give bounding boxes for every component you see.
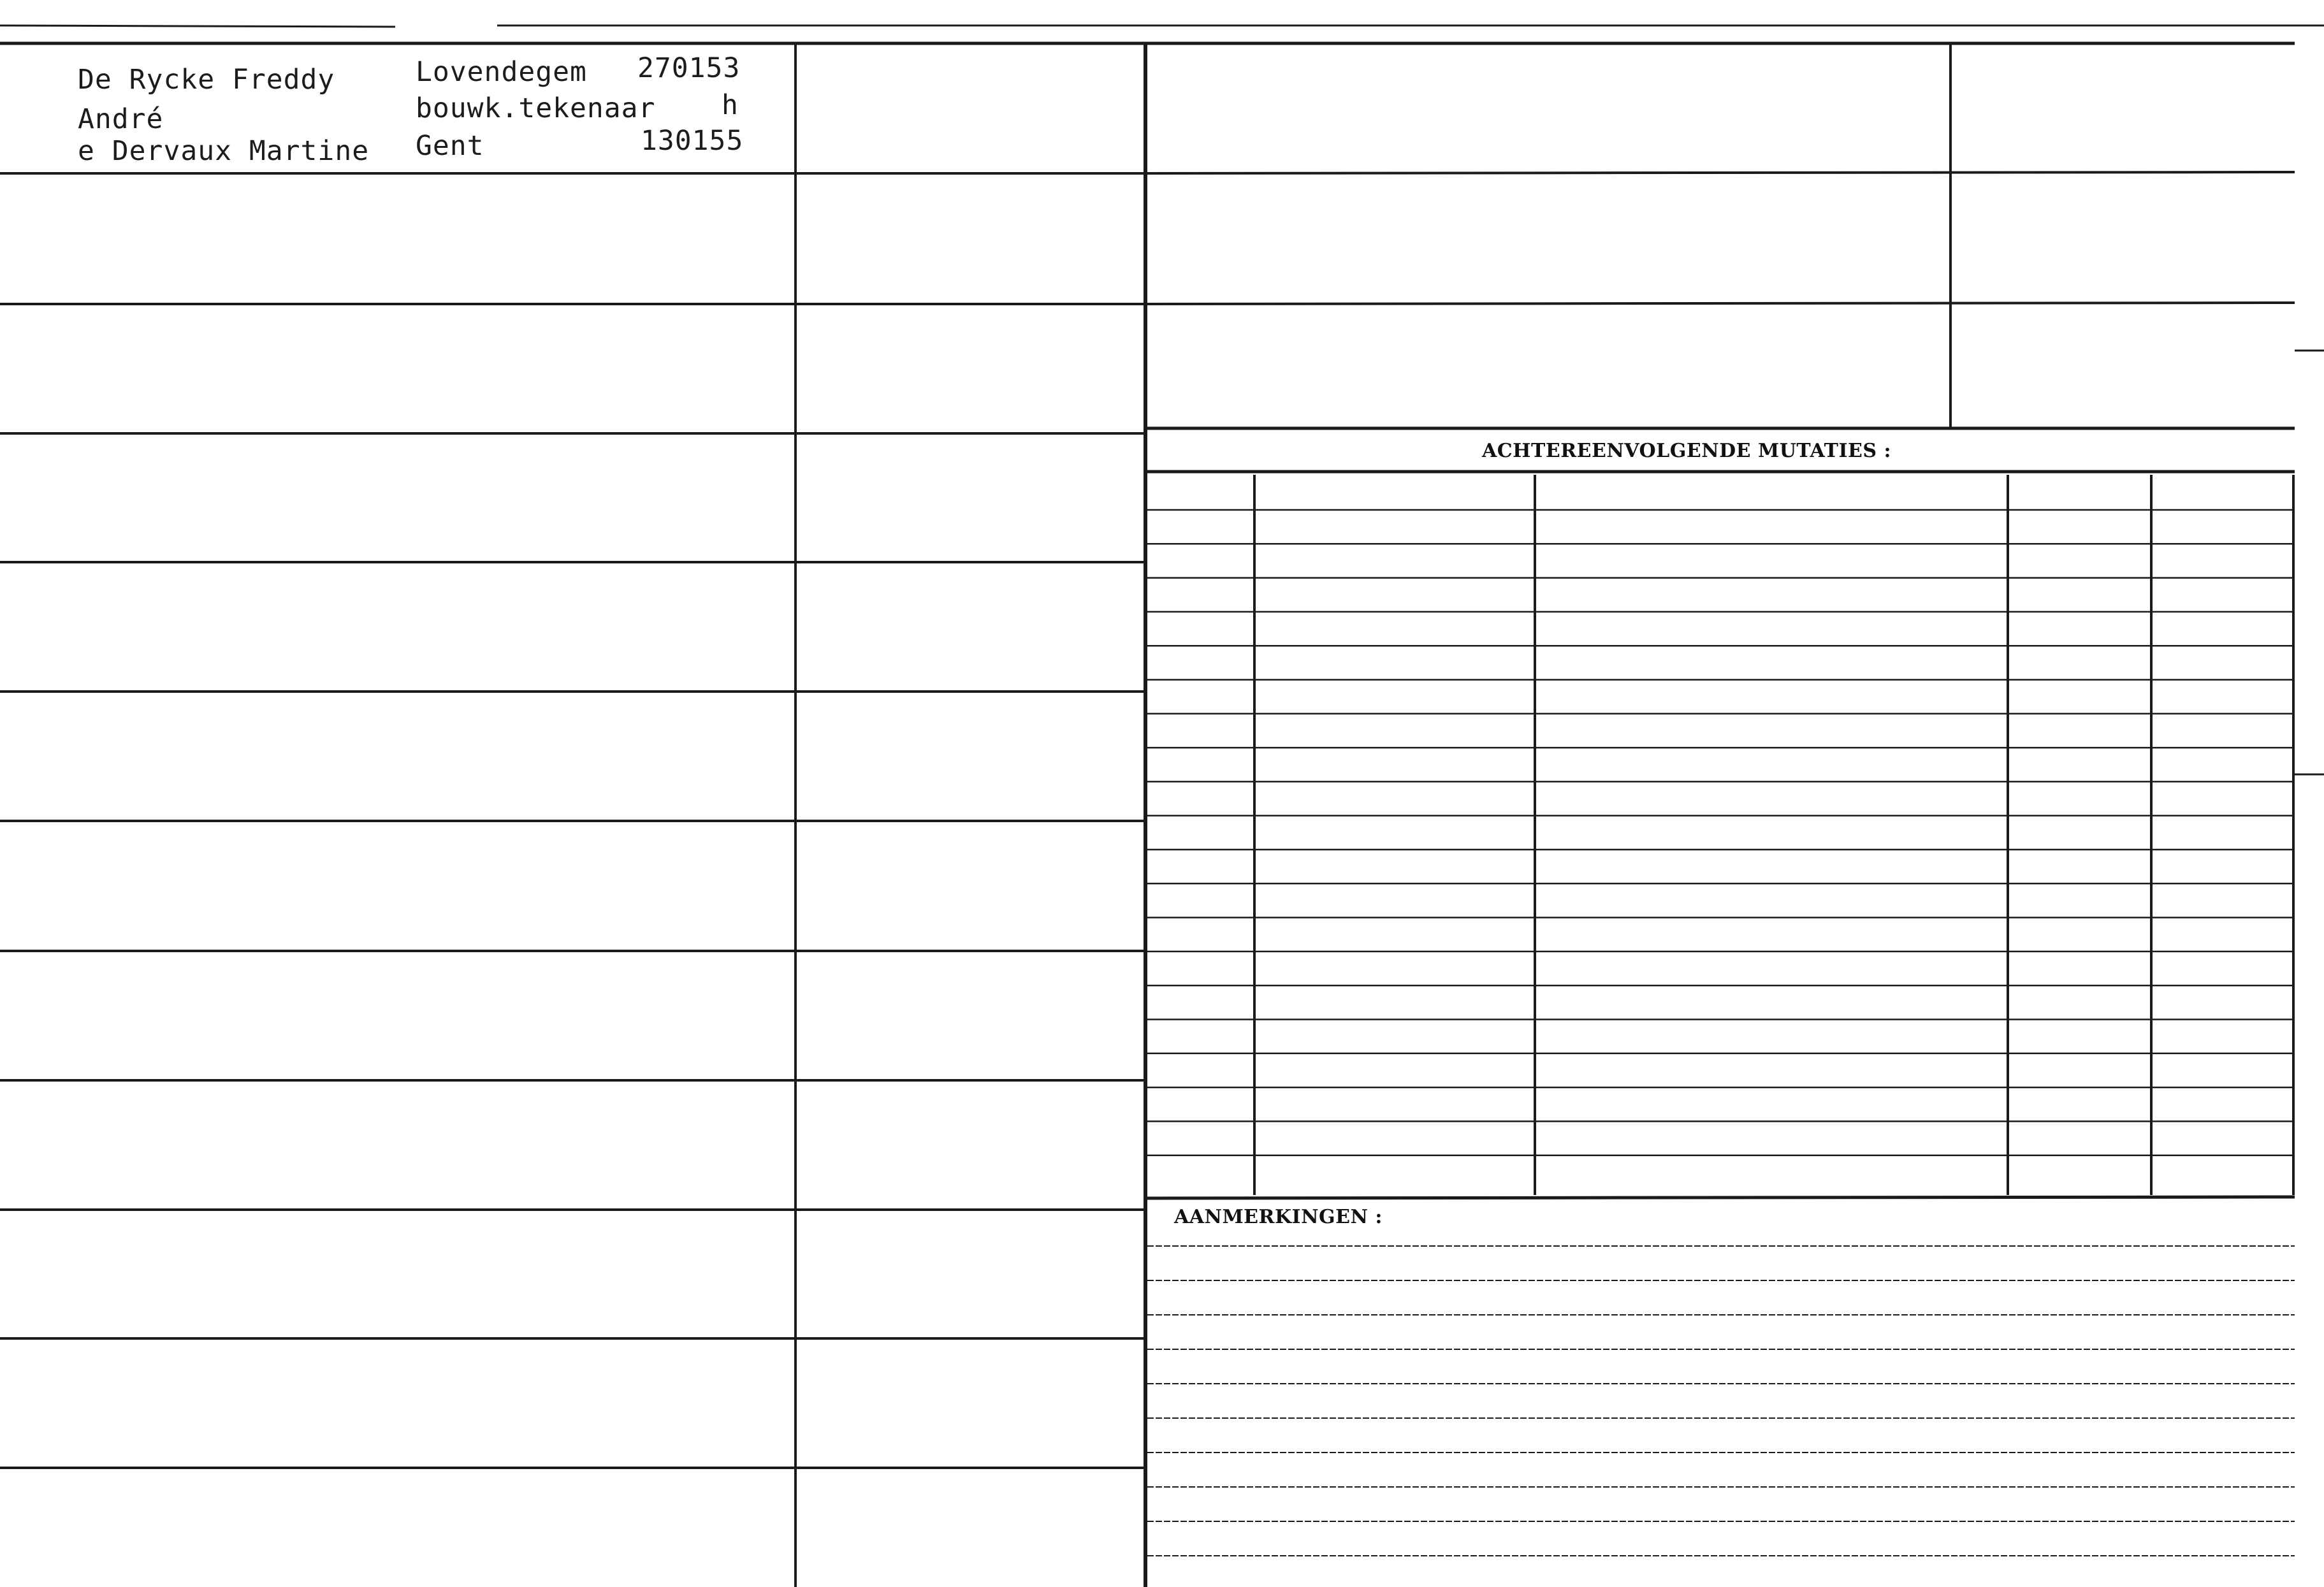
birth-place: Lovendegem [416, 56, 587, 88]
name-line-1: De Rycke Freddy [78, 64, 335, 96]
marriage-place: Gent [416, 130, 484, 162]
remarks-heading: AANMERKINGEN : [1174, 1206, 1383, 1228]
name-line-3: e Dervaux Martine [78, 135, 370, 167]
marker: h [722, 89, 739, 121]
mutations-heading: ACHTEREENVOLGENDE MUTATIES : [1482, 440, 1892, 462]
name-line-2: André [78, 103, 164, 135]
top-edge-line [0, 25, 395, 27]
upper-right-row-divider [1145, 303, 2295, 304]
occupation: bouwk.tekenaar [416, 92, 656, 124]
upper-right-row-divider [1145, 172, 2295, 173]
mutations-table-bottom [1145, 1197, 2295, 1198]
marriage-date: 130155 [641, 125, 744, 157]
birth-date: 270153 [637, 52, 741, 84]
